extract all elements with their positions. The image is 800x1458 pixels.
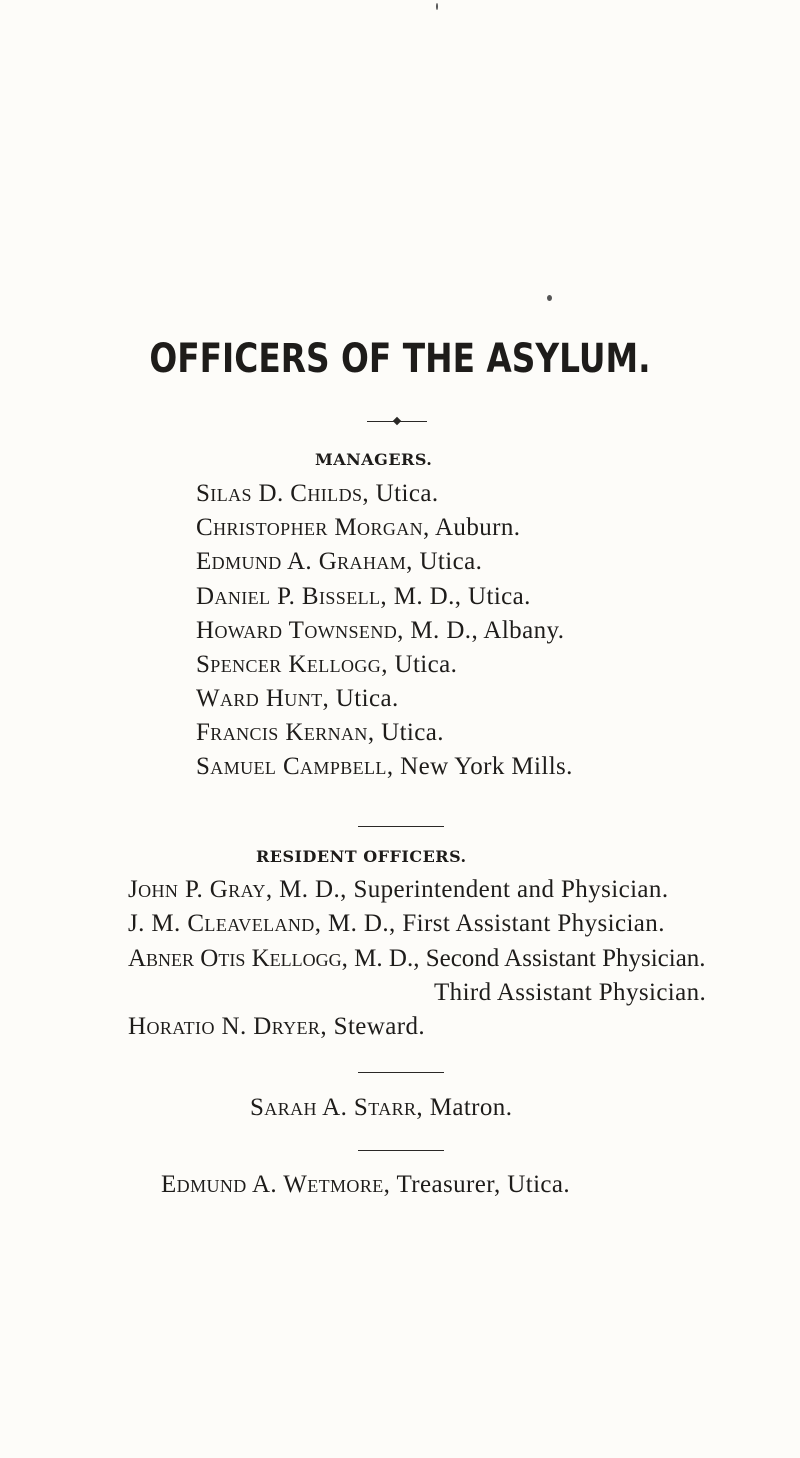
page-speck [547, 295, 552, 301]
matron-name: Sarah A. Starr, [250, 1094, 424, 1121]
managers-heading: MANAGERS. [315, 450, 433, 469]
officer-entry [434, 979, 706, 1007]
matron-entry [250, 1094, 512, 1122]
officer-entry [128, 945, 706, 973]
matron-details: Matron. [423, 1094, 513, 1121]
manager-details: Utica. [329, 685, 399, 712]
officer-details: Steward. [326, 1013, 426, 1040]
section-divider [358, 1072, 444, 1073]
manager-entry [196, 514, 520, 542]
manager-entry [196, 753, 573, 781]
manager-name: Edmund A. Graham, [196, 548, 413, 575]
manager-entry [196, 548, 482, 576]
manager-details: Utica. [369, 480, 439, 507]
officer-details: M. D., Second Assistant Physician. [347, 945, 706, 972]
manager-name: Christopher Morgan, [196, 514, 430, 541]
officer-details: Third Assistant Physician. [434, 979, 707, 1006]
resident-officers-heading: RESIDENT OFFICERS. [256, 847, 467, 866]
officer-details: M. D., Superintendent and Physician. [272, 876, 669, 903]
manager-details: M. D., Albany. [403, 617, 565, 644]
manager-details: M. D., Utica. [387, 583, 531, 610]
manager-name: Francis Kernan, [196, 719, 375, 746]
officer-name: John P. Gray, [128, 876, 273, 903]
manager-name: Daniel P. Bissell, [196, 583, 388, 610]
manager-details: Auburn. [429, 514, 521, 541]
manager-details: New York Mills. [393, 753, 573, 780]
manager-entry [196, 617, 564, 645]
title-divider [367, 421, 427, 422]
officer-entry [128, 876, 668, 904]
manager-entry [196, 480, 438, 508]
manager-details: Utica. [412, 548, 483, 575]
manager-entry [196, 583, 531, 611]
manager-details: Utica. [374, 719, 444, 746]
page-speck [436, 3, 438, 10]
officer-name: Abner Otis Kellogg, [128, 945, 348, 972]
manager-entry [196, 651, 457, 679]
officer-entry [128, 1013, 425, 1041]
treasurer-name: Edmund A. Wetmore, [161, 1171, 391, 1198]
manager-name: Samuel Campbell, [196, 753, 394, 780]
treasurer-entry [161, 1171, 570, 1199]
section-divider [358, 826, 444, 827]
manager-name: Silas D. Childs, [196, 480, 370, 507]
page-title: OFFICERS OF THE ASYLUM. [149, 336, 651, 382]
manager-details: Utica. [387, 651, 458, 678]
treasurer-details: Treasurer, Utica. [390, 1171, 571, 1198]
section-divider [358, 1150, 444, 1151]
manager-name: Spencer Kellogg, [196, 651, 388, 678]
manager-name: Howard Townsend, [196, 617, 404, 644]
officer-details: M. D., First Assistant Physician. [321, 910, 665, 937]
officer-name: Horatio N. Dryer, [128, 1013, 327, 1040]
manager-entry [196, 719, 444, 747]
officer-entry [128, 910, 665, 938]
manager-name: Ward Hunt, [196, 685, 330, 712]
manager-entry [196, 685, 399, 713]
officer-name: J. M. Cleaveland, [128, 910, 322, 937]
